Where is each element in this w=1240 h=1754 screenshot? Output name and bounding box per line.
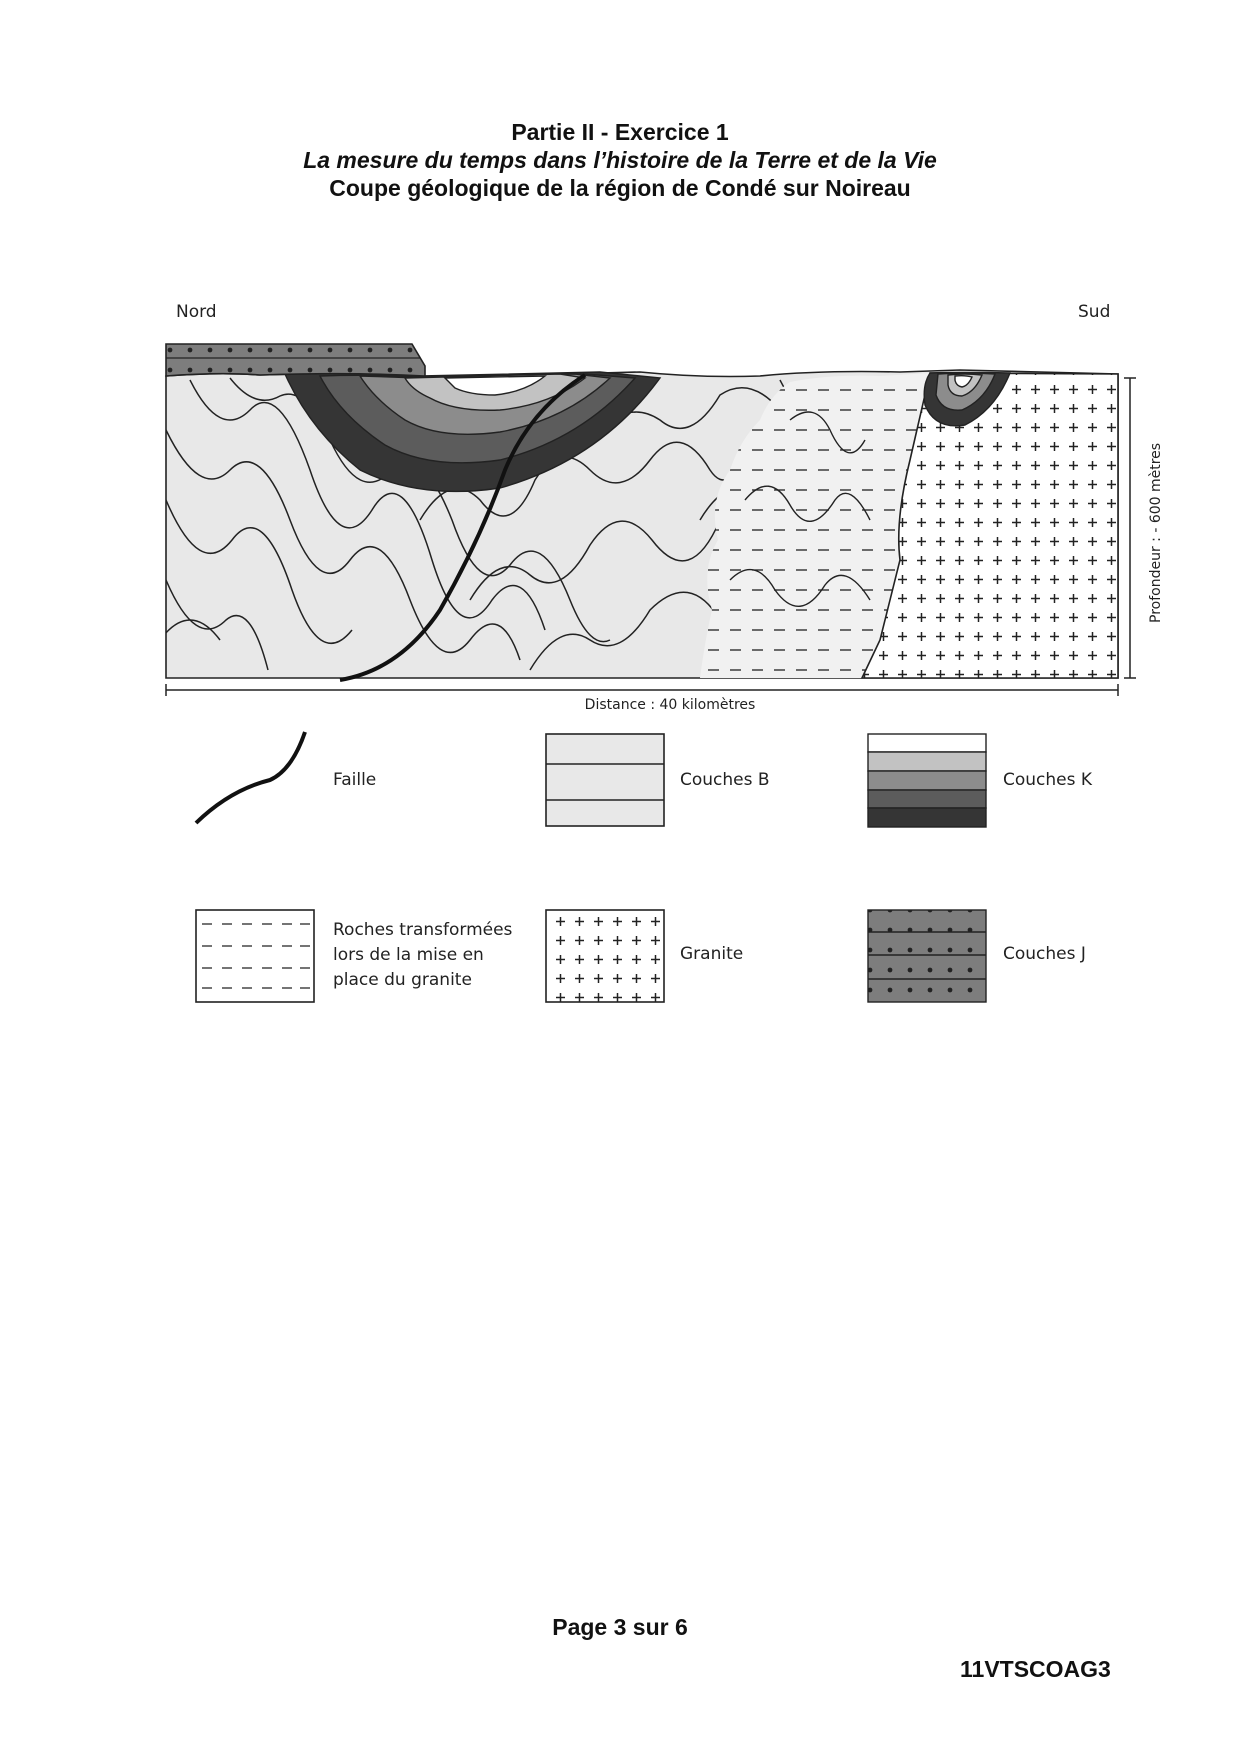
section-title: Coupe géologique de la région de Condé sur Noireau	[329, 175, 911, 201]
legend-granite-symbol	[546, 910, 664, 1002]
legend-transformed-label	[333, 918, 512, 993]
exercise-heading: Partie II - Exercice 1	[511, 119, 729, 145]
legend-transformed-line: lors de la mise en	[333, 945, 484, 965]
page-number: Page 3 sur 6	[552, 1614, 688, 1640]
legend-couches-k-symbol	[868, 734, 986, 827]
legend-fault-symbol	[196, 732, 305, 823]
legend-transformed-line: place du granite	[333, 970, 472, 990]
distance-label: Distance : 40 kilomètres	[584, 697, 756, 713]
legend-fault-label: Faille	[333, 770, 377, 790]
legend-transformed-symbol	[196, 910, 314, 1002]
legend-couches-b-label: Couches B	[680, 770, 770, 790]
distance-scale	[166, 684, 1118, 696]
legend-couches-j-symbol	[868, 910, 986, 1002]
legend-couches-j-label: Couches J	[1003, 944, 1086, 964]
exercise-subtitle: La mesure du temps dans l’histoire de la Terre et de la Vie	[303, 147, 937, 173]
south-label: Sud	[1078, 302, 1111, 322]
legend-granite-label: Granite	[680, 944, 744, 964]
couches-j-cap	[166, 344, 425, 376]
legend-couches-b-symbol	[546, 734, 664, 826]
depth-label: Profondeur : - 600 mètres	[1148, 442, 1164, 623]
legend-transformed-line: Roches transformées	[333, 920, 513, 940]
north-label: Nord	[176, 302, 217, 322]
document-code: 11VTSCOAG3	[960, 1656, 1111, 1682]
legend-couches-k-label: Couches K	[1003, 770, 1093, 790]
depth-scale	[1124, 378, 1136, 678]
